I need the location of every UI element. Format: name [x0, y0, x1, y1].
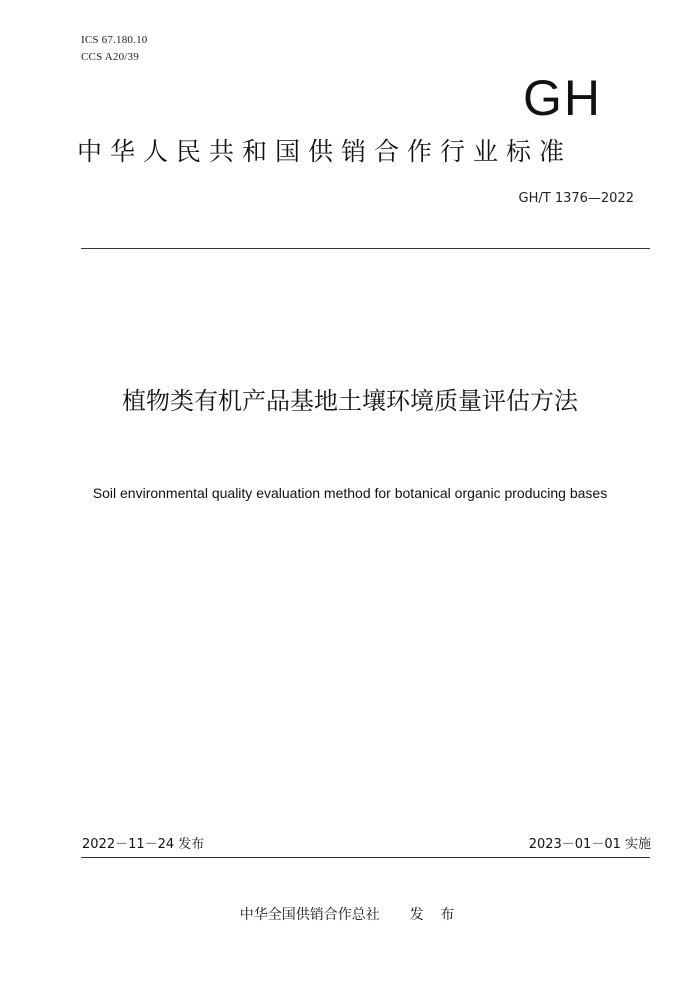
document-title-en: Soil environmental quality evaluation method for botanical organic producing bases — [92, 485, 608, 501]
publisher-name: 中华全国供销合作总社 — [239, 907, 380, 923]
standard-number: GH/T 1376—2022 — [518, 191, 634, 206]
publisher-action: 发 布 — [409, 907, 461, 923]
gh-logo: GH — [523, 70, 602, 126]
bottom-divider — [81, 857, 650, 858]
publisher-line — [200, 906, 500, 924]
ccs-code: CCS A20/39 — [81, 51, 139, 63]
industry-standard-title: 中华人民共和国供销合作行业标准 — [77, 137, 573, 166]
top-divider — [81, 248, 650, 249]
ics-code: ICS 67.180.10 — [81, 34, 148, 46]
document-title-cn: 植物类有机产品基地土壤环境质量评估方法 — [122, 387, 578, 415]
issue-date: 2022－11－24 发布 — [82, 837, 205, 852]
implementation-date: 2023－01－01 实施 — [528, 837, 651, 852]
